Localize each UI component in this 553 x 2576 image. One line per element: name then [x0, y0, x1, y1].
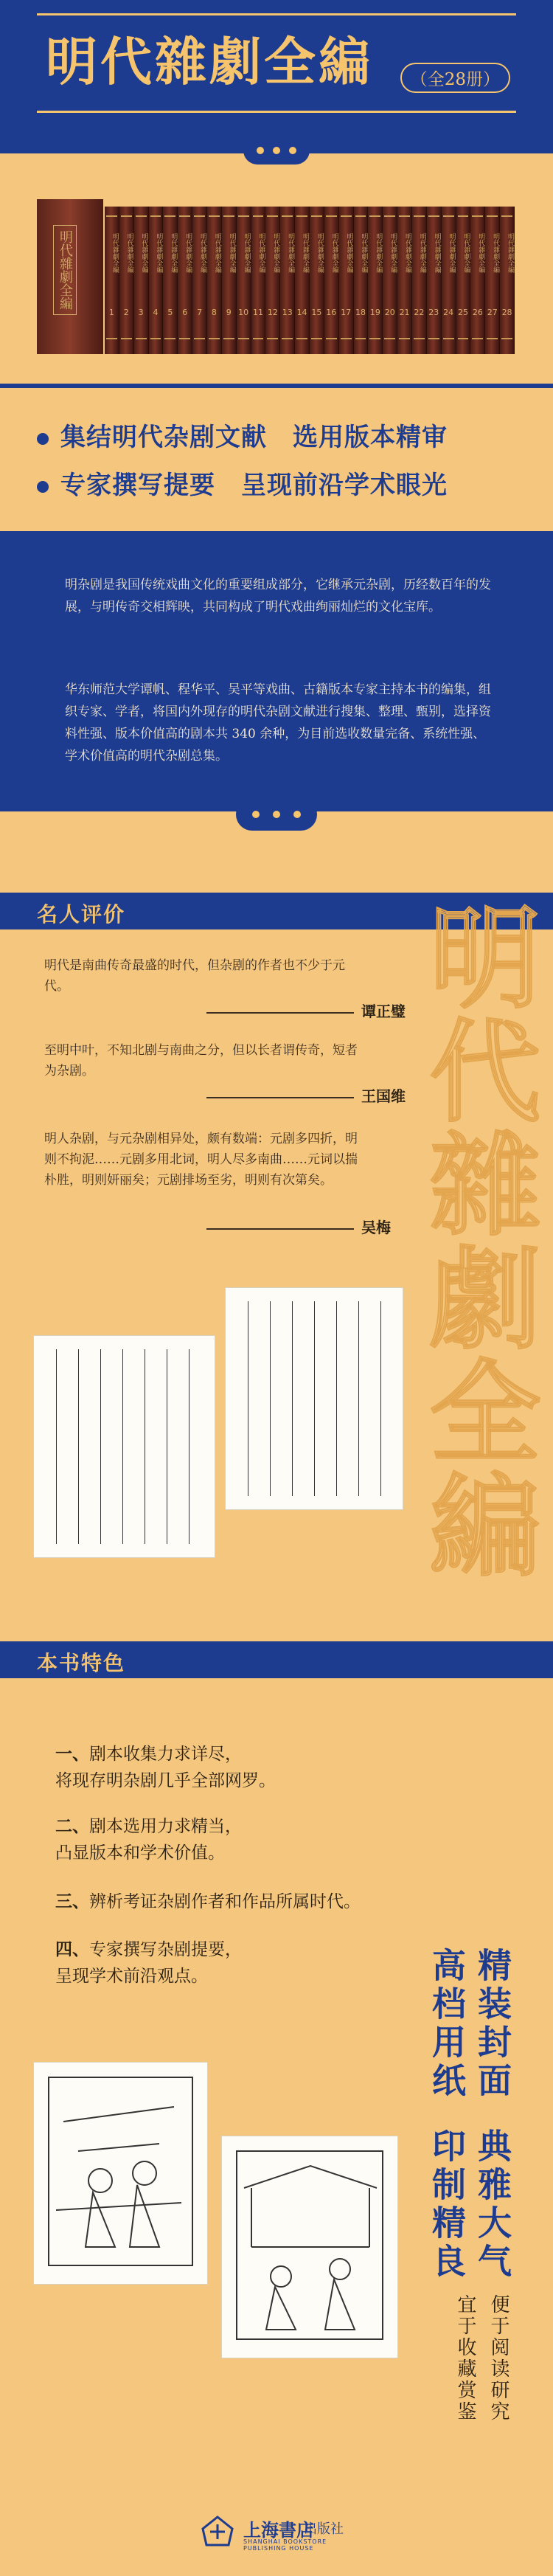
book-spine-title: 明代雜劇全編 [140, 233, 148, 273]
book-spine [178, 207, 192, 354]
review-author-3: 吴梅 [361, 1219, 391, 1236]
book-volume-number: 13 [282, 308, 293, 317]
book-spine [163, 207, 178, 354]
book-spine-title: 明代雜劇全編 [155, 233, 163, 273]
book-spine-title: 明代雜劇全編 [213, 233, 221, 273]
book-spine-title: 明代雜劇全編 [184, 233, 192, 273]
feature-3-text: 辨析考证杂剧作者和作品所属时代。 [89, 1892, 361, 1911]
publisher-english-name: SHANGHAI BOOKSTORE PUBLISHING HOUSE [243, 2538, 327, 2552]
book-volume-number: 27 [487, 308, 498, 317]
publisher-suffix: 出版社 [304, 2521, 344, 2537]
book-spine [265, 207, 280, 354]
feature-4-text: 专家撰写杂剧提要， 呈现学术前沿观点。 [55, 1940, 242, 1986]
book-spine-title: 明代雜劇全編 [375, 233, 383, 273]
header-dots [243, 136, 310, 165]
bullet-dot-icon [37, 481, 49, 493]
feature-2-text: 剧本选用力求精当， 凸显版本和学术价值。 [55, 1817, 242, 1863]
book-volume-number: 19 [369, 308, 380, 317]
book-volume-number: 4 [153, 308, 159, 317]
book-spine [397, 207, 412, 354]
book-volume-number: 9 [226, 308, 232, 317]
book-volume-number: 23 [428, 308, 439, 317]
woodcut-illustration-2-drawing [222, 2136, 397, 2358]
publisher-emblem-icon [199, 2514, 236, 2548]
book-spine [412, 207, 427, 354]
feature-4-number: 四、 [55, 1939, 89, 1959]
book-volume-number: 25 [457, 308, 468, 317]
header-rule-bottom [37, 111, 516, 113]
header-banner [0, 0, 553, 153]
book-volume-number: 8 [211, 308, 217, 317]
tagline-2 [37, 465, 448, 501]
volume-count-badge: （全28册） [400, 63, 510, 93]
book-spine-title: 明代雜劇全編 [330, 233, 338, 273]
publisher-logo [199, 2514, 361, 2551]
book-volume-number: 17 [341, 308, 352, 317]
book-spine-title: 明代雜劇全編 [345, 233, 353, 273]
book-volume-number: 26 [472, 308, 483, 317]
book-volume-number: 21 [399, 308, 410, 317]
book-spine-title: 明代雜劇全編 [462, 233, 470, 273]
feature-item-2 [55, 1813, 242, 1866]
book-volume-number: 11 [252, 308, 263, 317]
book-spine-title: 明代雜劇全編 [198, 233, 206, 273]
book-spine [427, 207, 442, 354]
book-spine-title: 明代雜劇全編 [418, 233, 426, 273]
quality-elegant: 典雅大气 [473, 2128, 512, 2282]
book-spine [237, 207, 251, 354]
book-spine [310, 207, 324, 354]
book-spine [222, 207, 237, 354]
book-spine [295, 207, 310, 354]
features-heading-bar [0, 1641, 553, 1678]
book-spine [251, 207, 266, 354]
quality-binding: 精装封面 [473, 1947, 512, 2101]
book-volume-number: 10 [238, 308, 249, 317]
book-spine [354, 207, 369, 354]
book-spine [470, 207, 485, 354]
book-spine-title: 明代雜劇全編 [403, 233, 411, 273]
features-heading: 本书特色 [37, 1651, 126, 1675]
book-volume-number: 3 [138, 308, 144, 317]
feature-item-4 [55, 1936, 242, 1990]
book-spine [280, 207, 295, 354]
bullet-dot-icon [37, 433, 49, 445]
book-spine-title: 明代雜劇全編 [170, 233, 178, 273]
title-outline-deco: 明代雜劇全編 [411, 900, 540, 1582]
header-rule-top [37, 13, 516, 15]
book-spine [192, 207, 207, 354]
book-volume-number: 20 [384, 308, 395, 317]
book-spine-title: 明代雜劇全編 [506, 233, 514, 273]
review-3-rule [206, 1228, 354, 1230]
book-spine [368, 207, 383, 354]
woodblock-page-scan-2 [225, 1287, 403, 1510]
feature-item-3 [55, 1888, 361, 1915]
book-spine [134, 207, 149, 354]
book-volume-number: 2 [123, 308, 129, 317]
woodblock-page-scan-1 [33, 1335, 215, 1558]
book-spine [207, 207, 222, 354]
book-spine-title: 明代雜劇全編 [228, 233, 236, 273]
book-spine-title: 明代雜劇全編 [243, 233, 251, 273]
book-spine [485, 207, 500, 354]
publisher-name: 上海書店 [243, 2519, 314, 2541]
book-set-image [37, 184, 516, 369]
feature-1-text: 剧本收集力求详尽， 将现存明杂剧几乎全部网罗。 [55, 1745, 276, 1790]
feature-item-1 [55, 1741, 276, 1794]
tagline-2-text: 专家撰写提要 呈现前沿学术眼光 [60, 471, 448, 500]
quality-paper: 高档用纸 [427, 1947, 467, 2101]
woodcut-illustration-1-drawing [34, 2063, 207, 2284]
book-spine-title: 明代雜劇全編 [492, 233, 500, 273]
feature-2-number: 二、 [55, 1816, 89, 1836]
review-quote-1: 明代是南曲传奇最盛的时代，但杂剧的作者也不少于元代。 [44, 958, 345, 994]
quality-note-reading: 便于阅读研究 [487, 2294, 509, 2423]
book-spine-title: 明代雜劇全編 [316, 233, 324, 273]
book-volume-number: 14 [296, 308, 307, 317]
intro-paragraph-2: 华东师范大学谭帆、程华平、吴平等戏曲、古籍版本专家主持本书的编集，组织专家、学者，将国内外现存的明代杂剧文献进行搜集、整理、甄别，选择资料性强、版本价值高的剧本共 340 余种，为目前选收数量完备、系统性强、学术价值高的明代杂剧总集。 [65, 682, 491, 764]
book-volume-number: 18 [355, 308, 366, 317]
book-spine [500, 207, 515, 354]
section-divider [0, 384, 553, 388]
book-spine [442, 207, 456, 354]
book-spine-title: 明代雜劇全編 [287, 233, 295, 273]
book-volume-number: 1 [108, 308, 114, 317]
book-spine [119, 207, 134, 354]
review-2-rule [206, 1097, 354, 1098]
quality-note-collecting: 宜于收藏赏鉴 [454, 2294, 476, 2423]
book-spine-title: 明代雜劇全編 [125, 233, 133, 273]
feature-1-number: 一、 [55, 1744, 89, 1764]
review-1-rule [206, 1012, 354, 1014]
book-volume-number: 6 [182, 308, 188, 317]
book-volume-number: 15 [311, 308, 322, 317]
review-author-2: 王国维 [361, 1087, 406, 1105]
book-volume-number: 22 [414, 308, 425, 317]
book-volume-number: 16 [326, 308, 337, 317]
book-spine [456, 207, 471, 354]
book-volume-number: 7 [197, 308, 203, 317]
quality-printing: 印制精良 [427, 2128, 467, 2282]
feature-3-number: 三、 [55, 1891, 89, 1911]
review-quote-2: 至明中叶，不知北剧与南曲之分，但以长者谓传奇，短者为杂剧。 [44, 1043, 358, 1078]
book-spine-title: 明代雜劇全編 [360, 233, 368, 273]
intro-paragraph-1: 明杂剧是我国传统戏曲文化的重要组成部分，它继承元杂剧，历经数百年的发展，与明传奇交相辉映，共同构成了明代戏曲绚丽灿烂的文化宝库。 [65, 578, 491, 614]
book-spine-title: 明代雜劇全編 [477, 233, 485, 273]
book-spine [324, 207, 339, 354]
review-quote-3: 明人杂剧，与元杂剧相异处，颇有数端：元剧多四折，明则不拘泥……元剧多用北词，明人尽多南曲……元词以揣朴胜，明则妍丽矣；元剧排场至劣，明则有次第矣。 [44, 1132, 358, 1188]
book-spine-title: 明代雜劇全編 [433, 233, 441, 273]
review-author-1: 谭正璧 [361, 1003, 406, 1020]
book-spine-title: 明代雜劇全編 [389, 233, 397, 273]
book-volume-number: 24 [443, 308, 454, 317]
book-spine-title: 明代雜劇全編 [111, 233, 119, 273]
book-volume-number: 5 [167, 308, 173, 317]
book-spine-title: 明代雜劇全編 [257, 233, 265, 273]
book-spine [149, 207, 164, 354]
woodcut-illustration-2 [221, 2136, 398, 2358]
book-spine-title: 明代雜劇全編 [301, 233, 309, 273]
woodcut-illustration-1 [33, 2062, 208, 2285]
book-front-title: 明代雜劇全編 [53, 225, 77, 315]
tagline-1 [37, 417, 448, 453]
page-title: 明代雜劇全編 [46, 31, 373, 92]
intro-dots [236, 798, 317, 831]
book-spine [105, 207, 119, 354]
reviews-heading: 名人评价 [37, 902, 126, 927]
book-spine-title: 明代雜劇全編 [448, 233, 456, 273]
book-spine [383, 207, 397, 354]
book-volume-number: 28 [501, 308, 512, 317]
book-spine [339, 207, 354, 354]
intro-panel [0, 531, 553, 811]
book-volume-number: 12 [267, 308, 278, 317]
tagline-1-text: 集结明代杂剧文献 选用版本精审 [60, 423, 448, 452]
book-spine-title: 明代雜劇全編 [272, 233, 280, 273]
book-front-cover [37, 199, 103, 354]
